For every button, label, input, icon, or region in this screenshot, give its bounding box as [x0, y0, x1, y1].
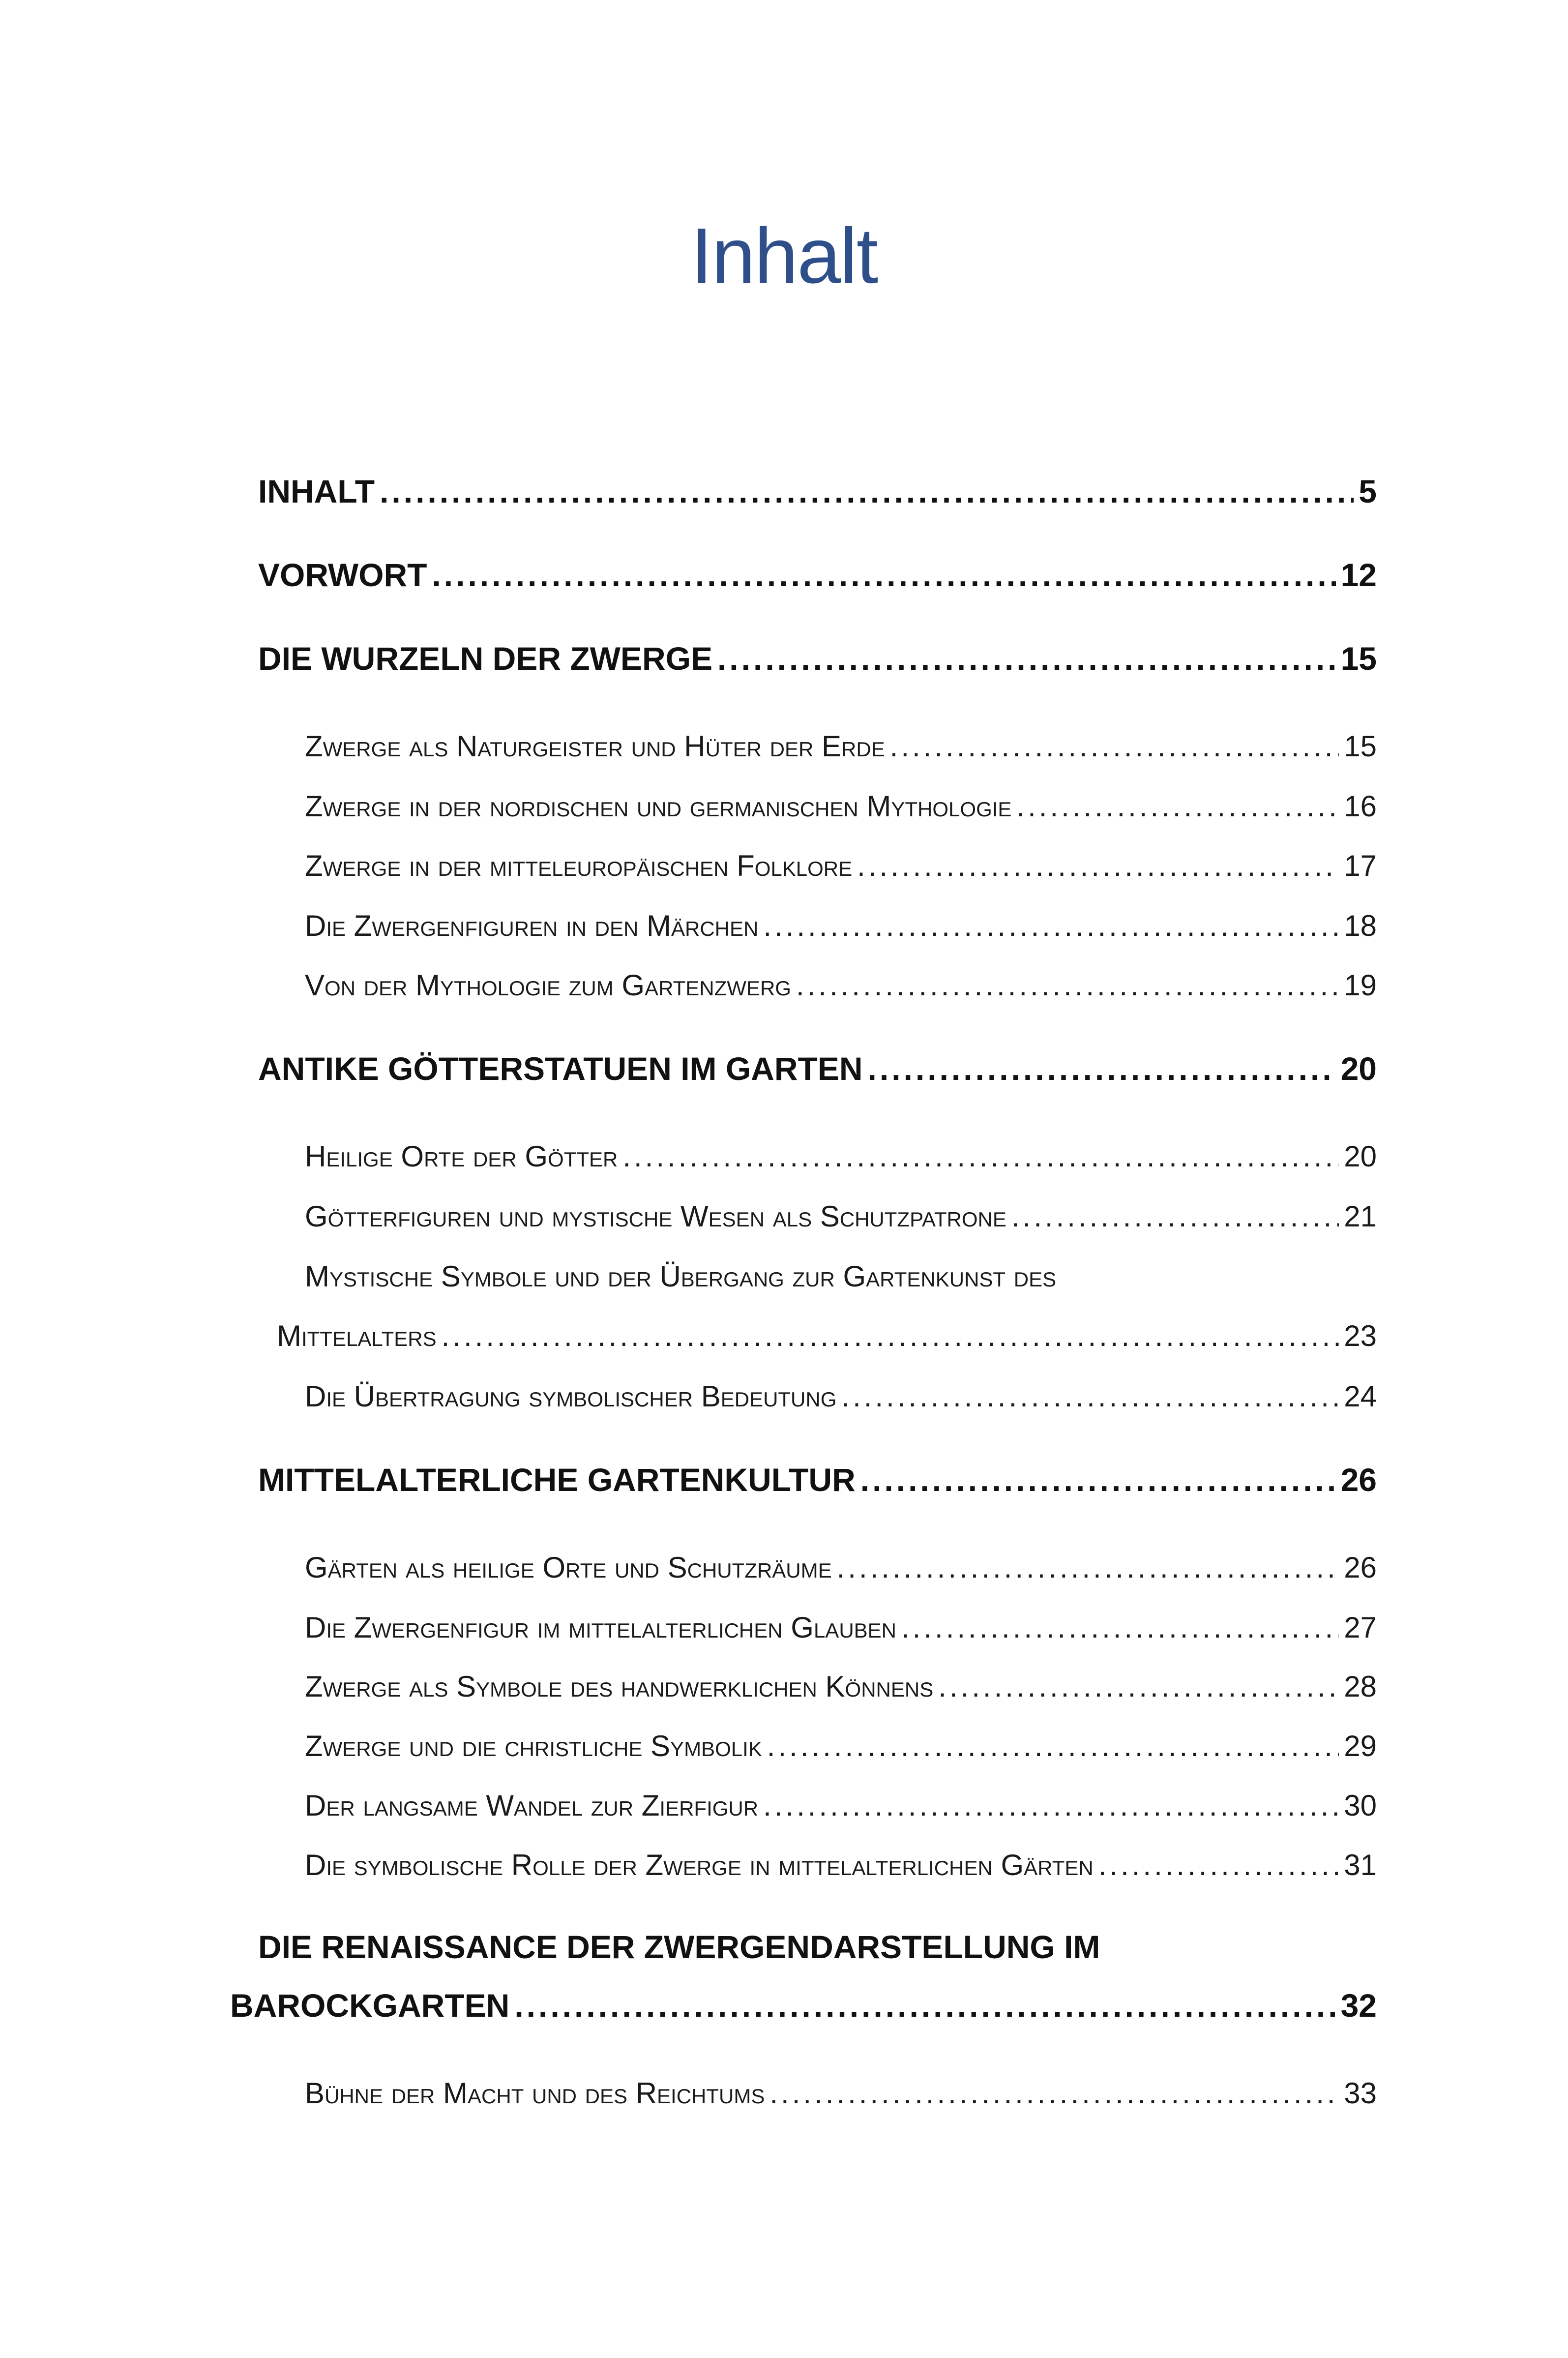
toc-chapter-antike[interactable]	[258, 1052, 1377, 1085]
toc-section[interactable]	[305, 792, 1377, 821]
toc-entry-page: 18	[1344, 909, 1377, 942]
toc-entry-page: 16	[1344, 790, 1377, 823]
toc-entry-label: Zwerge in der nordischen und germanischen Mythologie	[305, 790, 1012, 823]
toc-entry-label: Die Zwergenfiguren in den Märchen	[305, 909, 759, 942]
toc-entry-label: Heilige Orte der Götter	[305, 1140, 618, 1173]
dot-leader	[622, 1142, 1339, 1171]
dot-leader	[796, 971, 1339, 1000]
toc-chapter-wurzeln[interactable]	[258, 642, 1377, 675]
toc-entry-page: 17	[1344, 849, 1377, 882]
toc-entry-label: Die symbolische Rolle der Zwerge in mittelalterlichen Gärten	[305, 1849, 1094, 1881]
toc-entry-page: 33	[1344, 2077, 1377, 2110]
toc-entry-label: INHALT	[258, 473, 375, 509]
toc-entry-label: Der langsame Wandel zur Zierfigur	[305, 1789, 759, 1822]
dot-leader	[767, 1731, 1339, 1761]
toc-entry-label: Die Übertragung symbolischer Bedeutung	[305, 1380, 837, 1413]
toc-entry-page: 15	[1340, 640, 1377, 677]
toc-entry-page: 32	[1340, 1987, 1377, 2024]
dot-leader	[442, 1321, 1339, 1351]
toc-section[interactable]	[305, 1731, 1377, 1761]
toc-entry-page: 19	[1344, 969, 1377, 1002]
toc-section[interactable]	[305, 2079, 1377, 2108]
toc-section-line1[interactable]: Mystische Symbole und der Übergang zur Gartenkunst des	[305, 1260, 1057, 1293]
toc-entry-label: Zwerge und die christliche Symbolik	[305, 1730, 762, 1762]
toc-entry-page: 31	[1344, 1849, 1377, 1881]
toc-entry-page: 26	[1344, 1551, 1377, 1584]
toc-section[interactable]	[305, 732, 1377, 761]
toc-section[interactable]	[305, 1851, 1377, 1880]
toc-section[interactable]	[305, 1791, 1377, 1821]
toc-entry-page: 21	[1344, 1200, 1377, 1233]
toc-entry-page: 12	[1340, 557, 1377, 593]
toc-entry-label: Zwerge als Naturgeister und Hüter der Erde	[305, 730, 885, 763]
dot-leader	[837, 1553, 1339, 1582]
toc-entry-label: BAROCKGARTEN	[230, 1987, 510, 2024]
dot-leader	[841, 1382, 1339, 1411]
toc-entry-label: ANTIKE GÖTTERSTATUEN IM GARTEN	[258, 1050, 863, 1087]
toc-section[interactable]	[305, 971, 1377, 1000]
dot-leader	[769, 2079, 1339, 2108]
toc-entry-label: DIE WURZELN DER ZWERGE	[258, 640, 712, 677]
dot-leader	[1011, 1202, 1339, 1231]
toc-entry-page: 20	[1344, 1140, 1377, 1173]
dot-leader	[857, 851, 1339, 881]
toc-entry-label: Gärten als heilige Orte und Schutzräume	[305, 1551, 832, 1584]
toc-entry-label: Zwerge als Symbole des handwerklichen Könnens	[305, 1670, 934, 1703]
toc-section[interactable]	[305, 1613, 1377, 1642]
toc-section[interactable]	[305, 1142, 1377, 1171]
toc-section[interactable]	[305, 1672, 1377, 1701]
toc-entry-page: 20	[1340, 1050, 1377, 1087]
toc-entry-page: 29	[1344, 1730, 1377, 1762]
toc-entry-page: 5	[1359, 473, 1377, 509]
dot-leader	[380, 475, 1354, 507]
toc-entry-page: 28	[1344, 1670, 1377, 1703]
toc-entry-label: Mittelalters	[277, 1319, 437, 1352]
dot-leader	[868, 1052, 1336, 1085]
dot-leader	[717, 642, 1336, 675]
dot-leader	[890, 732, 1339, 761]
toc-section[interactable]	[305, 1382, 1377, 1411]
dot-leader	[901, 1613, 1339, 1642]
toc-section[interactable]	[305, 911, 1377, 941]
toc-chapter-inhalt[interactable]	[258, 475, 1377, 507]
toc-entry-label: Götterfiguren und mystische Wesen als Schutzpatrone	[305, 1200, 1006, 1233]
toc-chapter-mittelalter[interactable]	[258, 1463, 1377, 1496]
toc-section[interactable]	[277, 1321, 1377, 1351]
toc-entry-label: Bühne der Macht und des Reichtums	[305, 2077, 765, 2110]
page-title: Inhalt	[690, 211, 878, 299]
dot-leader	[860, 1463, 1336, 1496]
toc-entry-page: 24	[1344, 1380, 1377, 1413]
toc-entry-page: 27	[1344, 1611, 1377, 1644]
dot-leader	[432, 559, 1335, 591]
toc-entry-page: 30	[1344, 1789, 1377, 1822]
toc-chapter-vorwort[interactable]	[258, 559, 1377, 591]
toc-entry-label: MITTELALTERLICHE GARTENKULTUR	[258, 1462, 856, 1498]
toc-section[interactable]	[305, 1553, 1377, 1582]
toc-chapter-renaissance[interactable]	[230, 1989, 1377, 2022]
toc-section[interactable]	[305, 1202, 1377, 1231]
toc-chapter-line1[interactable]: DIE RENAISSANCE DER ZWERGENDARSTELLUNG IM	[258, 1929, 1100, 1965]
toc-section[interactable]	[305, 851, 1377, 881]
toc-entry-page: 15	[1344, 730, 1377, 763]
dot-leader	[1098, 1851, 1339, 1880]
toc-entry-page: 23	[1344, 1319, 1377, 1352]
toc-entry-label: Die Zwergenfigur im mittelalterlichen Glauben	[305, 1611, 897, 1644]
dot-leader	[514, 1989, 1335, 2022]
dot-leader	[1016, 792, 1339, 821]
dot-leader	[938, 1672, 1339, 1701]
toc-entry-label: Zwerge in der mitteleuropäischen Folklore	[305, 849, 853, 882]
dot-leader	[763, 911, 1339, 941]
dot-leader	[763, 1791, 1339, 1821]
toc-entry-label: VORWORT	[258, 557, 427, 593]
toc-entry-label: Von der Mythologie zum Gartenzwerg	[305, 969, 791, 1002]
toc-entry-page: 26	[1340, 1462, 1377, 1498]
